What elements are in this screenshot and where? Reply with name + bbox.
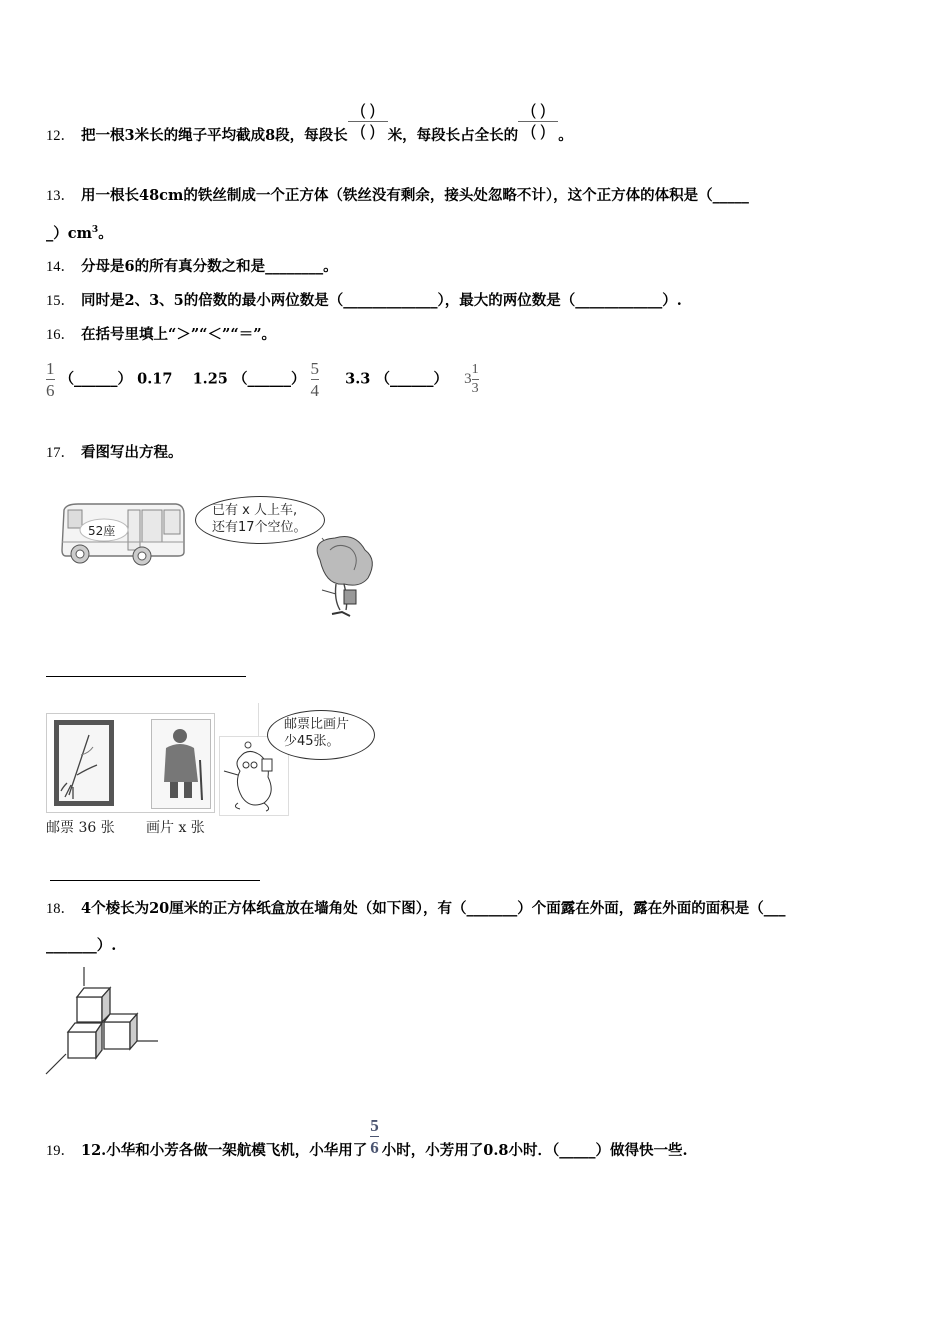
stamp-caption: 邮票 36 张 (46, 820, 115, 836)
fraction-five-fourths: $\frac{5}{4}$ (310, 359, 320, 400)
question-text: 分母是6的所有真分数之和是________。 (81, 258, 338, 275)
question-18 (46, 902, 786, 917)
answer-line-2 (50, 880, 260, 881)
question-text: 。 (558, 127, 573, 144)
fraction-blank-ratio[interactable]: $\frac{( )}{( )}$ (518, 103, 558, 140)
question-text: 看图写出方程。 (81, 444, 183, 461)
fraction-blank-length[interactable]: $\frac{( )}{( )}$ (348, 103, 388, 140)
stamp-image (54, 720, 114, 806)
question-number: 19． (46, 1143, 75, 1159)
speech-bubble-stamps: 邮票比画片 少45张。 (267, 710, 375, 760)
question-text: _______）. (46, 937, 117, 954)
compare-blank-1[interactable]: （______） (59, 370, 133, 388)
stamp-picture-illustration (46, 713, 215, 813)
stacked-cubes-icon (44, 964, 164, 1079)
question-15 (46, 294, 682, 309)
question-text: 用一根长48cm的铁丝制成一个正方体（铁丝没有剩余，接头处忽略不计），这个正方体的体积是（_____ (81, 187, 749, 204)
fraction-one-sixth: $\frac{1}{6}$ (46, 359, 55, 400)
cabbage-character-icon (300, 530, 380, 620)
mixed-number-three-one-third: 3 $\frac{1}{3}$ (464, 362, 479, 396)
question-text: 小时，小芳用了0.8小时．（_____）做得快一些. (381, 1142, 688, 1159)
question-13-line2: $\_)cm^3$。 (46, 224, 113, 242)
question-text: 米，每段长占全长的 (387, 127, 519, 144)
question-number: 17． (46, 445, 75, 461)
superscript: 3 (91, 225, 99, 235)
warrior-figure-icon (152, 720, 210, 808)
compare-blank-3[interactable]: （______） (375, 370, 448, 388)
question-text: _）cm (46, 224, 92, 242)
question-19 (46, 1116, 688, 1159)
question-13 (46, 189, 749, 204)
question-number: 15． (46, 293, 75, 309)
question-18-line2 (46, 939, 116, 954)
bus-illustration (58, 500, 188, 570)
fraction-five-sixths: $\frac{5}{6}$ (370, 1116, 379, 1157)
question-14 (46, 260, 338, 275)
picture-card-image (151, 719, 211, 809)
question-number: 16． (46, 327, 75, 343)
question-number: 13． (46, 188, 75, 204)
question-text: 12.小华和小芳各做一架航模飞机，小华用了 (81, 1142, 368, 1159)
bus-seat-label: 52座 (88, 524, 116, 538)
speech-bubble-bus: 已有 x 人上车, 还有17个空位。 (195, 496, 325, 544)
bus-icon (58, 500, 188, 570)
question-number: 12． (46, 128, 75, 144)
answer-line-1 (46, 676, 246, 677)
compare-blank-2[interactable]: （______） (232, 370, 306, 388)
bamboo-painting-icon (59, 725, 109, 801)
comparison-row: $\frac{1}{6}$ （______） 0.17 1.25 （______） $\frac{5}{4}$ 3.3 （______） 3 $\frac{1}{3}$ (46, 359, 479, 400)
question-text: 4个棱长为20厘米的正方体纸盒放在墙角处（如下图），有（_______）个面露在外面，露在外面的面积是（___ (81, 900, 786, 917)
peanut-figure-border (258, 703, 259, 736)
question-12 (46, 102, 573, 144)
cubes-in-corner-diagram (44, 964, 164, 1079)
question-number: 14． (46, 259, 75, 275)
question-text: 同时是2、3、5的倍数的最小两位数是（_____________），最大的两位数是（____________）. (81, 292, 682, 309)
question-17 (46, 446, 183, 461)
question-text: 在括号里填上“＞”“＜”“＝”。 (81, 326, 277, 343)
question-number: 18． (46, 901, 75, 917)
question-text: 把一根3米长的绳子平均截成8段，每段长 (81, 127, 348, 144)
cabbage-character (300, 530, 380, 620)
question-16 (46, 328, 276, 343)
picture-caption: 画片 x 张 (146, 820, 205, 836)
